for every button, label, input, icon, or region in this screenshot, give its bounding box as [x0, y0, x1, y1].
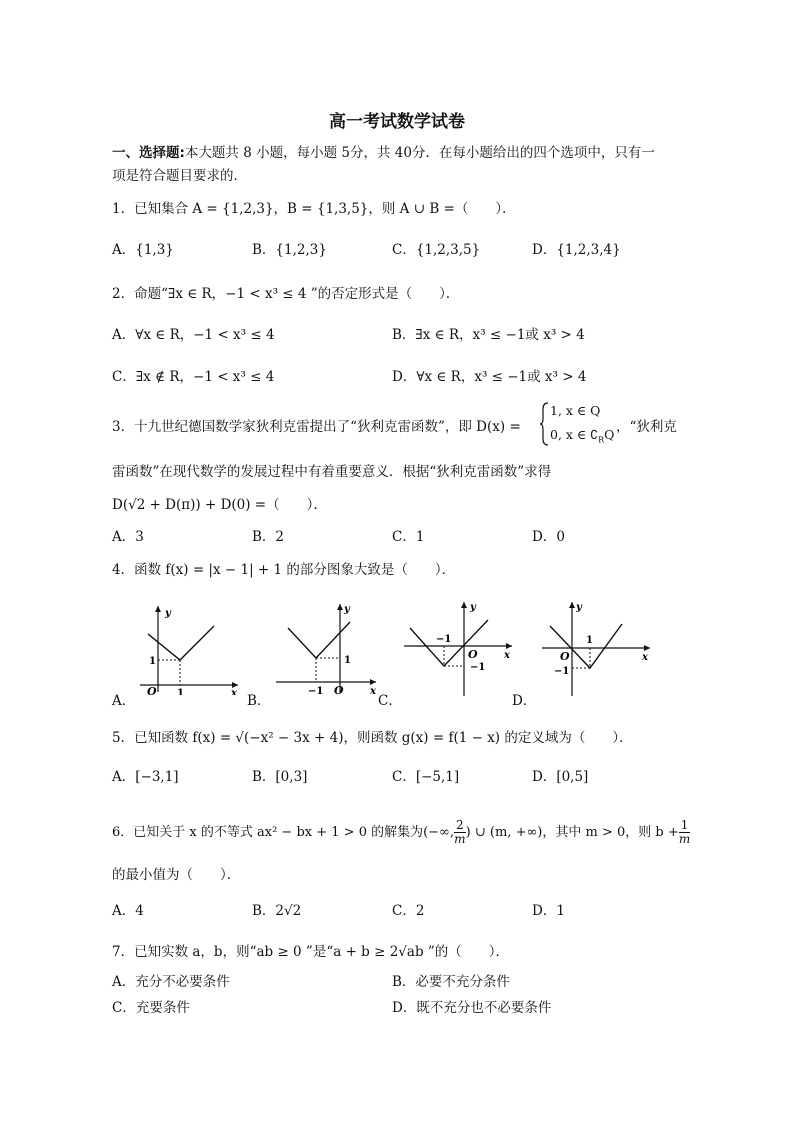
q4-option-d: D． [512, 693, 537, 709]
q3-stem-c: 雷函数”在现代数学的发展过程中有着重要意义．根据“狄利克雷函数”求得 [112, 464, 552, 480]
graph-c-x-label: x [504, 650, 510, 661]
q3-stem-b: ，“狄利克 [616, 419, 677, 435]
q6-option-d: D．1 [532, 903, 565, 919]
q2-option-b: B．∃x ∈ R，x³ ≤ −1或 x³ > 4 [392, 327, 585, 343]
graph-c-y-label: y [470, 602, 476, 613]
q3-option-a: A．3 [112, 529, 144, 545]
graph-a-origin: O [147, 685, 157, 695]
graph-c-tick-neg1x: −1 [436, 634, 452, 645]
graph-b [270, 600, 382, 695]
q6-option-c: C．2 [392, 903, 425, 919]
q7-option-b: B．必要不充分条件 [392, 974, 510, 990]
q1-option-c: C．{1,2,3,5} [392, 242, 481, 258]
q3-stem-d: D(√2 + D(π)) + D(0) =（ ）． [112, 497, 327, 513]
q3-case-2: 0, x ∈ $∁_RQ$ [550, 427, 615, 445]
q3-option-b: B．2 [252, 529, 285, 545]
q3-option-c: C．1 [392, 529, 425, 545]
graph-b-tick-1y: 1 [344, 655, 351, 666]
q4-option-c: C． [378, 693, 402, 709]
graph-a-tick-1x: 1 [177, 688, 184, 695]
graph-d-origin: O [560, 650, 570, 663]
q5-option-d: D．[0,5] [532, 769, 589, 785]
q2-option-c: C．∃x ∉ R，−1 < x³ ≤ 4 [112, 369, 275, 385]
q1-option-a: A．{1,3} [112, 242, 174, 258]
q5-option-b: B．[0,3] [252, 769, 308, 785]
page-title: 高一考试数学试卷 [329, 112, 465, 132]
graph-b-y-label: y [344, 604, 350, 615]
q7-option-a: A．充分不必要条件 [112, 974, 230, 990]
q6-stem-a: 6．已知关于 x 的不等式 ax² − bx + 1 > 0 的解集为 [112, 825, 424, 840]
q2-option-a: A．∀x ∈ R，−1 < x³ ≤ 4 [112, 327, 275, 343]
graph-a-x-label: x [231, 688, 237, 695]
graph-d-tick-1x: 1 [586, 635, 593, 646]
q5-stem: 5．已知函数 f(x) = √(−x² − 3x + 4)，则函数 g(x) = f(1 − x) 的定义域为（ ）． [112, 730, 633, 746]
q4-stem: 4．函数 f(x) = |x − 1| + 1 的部分图象大致是（ ）． [112, 562, 456, 578]
piecewise-brace [540, 401, 550, 447]
q3-case-1: 1, x ∈ Q [550, 403, 601, 418]
graph-c [400, 598, 515, 698]
q6-interval-left: (−∞, [423, 825, 455, 840]
q2-stem: 2．命题“∃x ∈ R，−1 < x³ ≤ 4 ”的否定形式是（ ）． [112, 286, 460, 302]
q6-stem [112, 818, 690, 848]
q4-option-b: B． [247, 693, 271, 709]
q6-fraction-1-over-m: $\frac{1}{m}$ [678, 818, 691, 846]
q3-option-d: D．0 [532, 529, 565, 545]
q4-option-a: A． [112, 693, 136, 709]
q6-stem-c: 的最小值为（ ）． [112, 867, 241, 883]
graph-c-origin: O [468, 648, 478, 661]
section-heading: 一、选择题: [112, 145, 185, 161]
q7-option-c: C．充要条件 [112, 1000, 190, 1016]
graph-a-tick-1y: 1 [149, 656, 156, 667]
section-intro-line1 [112, 144, 655, 162]
graph-c-tick-neg1y: −1 [470, 662, 486, 673]
q6-option-a: A．4 [112, 903, 144, 919]
q1-option-d: D．{1,2,3,4} [532, 242, 621, 258]
q1-option-b: B．{1,2,3} [252, 242, 327, 258]
q7-stem: 7．已知实数 a，b，则“ab ≥ 0 ”是“a + b ≥ 2√ab ”的（ ）． [112, 944, 510, 960]
graph-a-y-label: y [165, 608, 171, 619]
q6-option-b: B．2√2 [252, 903, 302, 919]
q5-option-c: C．[−5,1] [392, 769, 460, 785]
q2-option-d: D．∀x ∈ R，x³ ≤ −1或 x³ > 4 [392, 369, 587, 385]
q7-option-d: D．既不充分也不必要条件 [392, 1000, 552, 1016]
q6-interval-right: ) ∪ (m, +∞) [465, 825, 543, 840]
graph-b-x-label: x [370, 686, 376, 695]
graph-d [538, 598, 654, 698]
graph-d-x-label: x [642, 652, 648, 663]
q1-stem: 1．已知集合 A = {1,2,3}，B = {1,3,5}，则 A ∪ B =（ ）． [112, 201, 516, 217]
q6-fraction-2-over-m: $\frac{2}{m}$ [454, 818, 466, 846]
graph-d-tick-neg1y: −1 [554, 666, 570, 677]
section-intro-line2: 项是符合题目要求的． [112, 168, 247, 184]
q5-option-a: A．[−3,1] [112, 769, 179, 785]
q6-stem-b: ，其中 m > 0，则 b + [542, 825, 679, 840]
graph-b-tick-neg1x: −1 [308, 686, 324, 695]
graph-d-y-label: y [576, 602, 582, 613]
graph-a [130, 600, 245, 695]
q3-stem-a: 3．十九世纪德国数学家狄利克雷提出了“狄利克雷函数”，即 D(x) = [112, 419, 521, 435]
section-text-1: 本大题共 8 小题，每小题 5分，共 40分．在每小题给出的四个选项中，只有一 [184, 145, 655, 161]
graph-b-origin: O [334, 684, 344, 695]
